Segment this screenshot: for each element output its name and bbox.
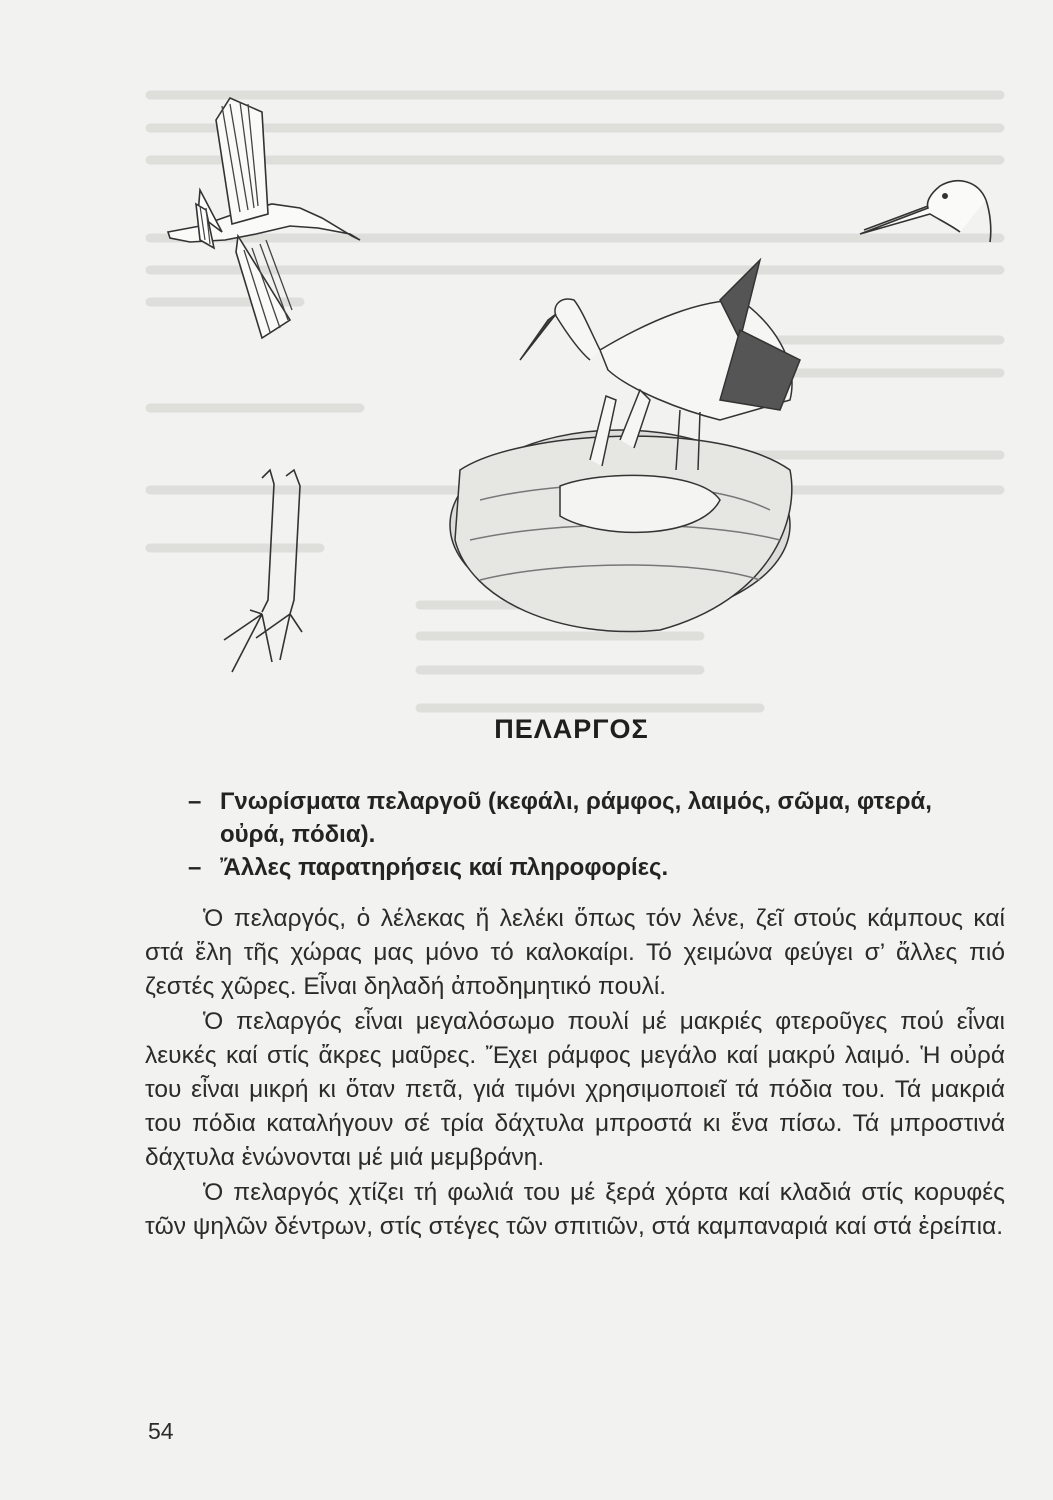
bullet-item (188, 785, 1000, 851)
paragraph: Ὁ πελαργός χτίζει τή φωλιά του μέ ξερά χόρτα καί κλαδιά στίς κορυφές τῶν ψηλῶν δέντρων, στίς στέγες τῶν σπιτιῶν, στά καμπαναριά καί στά ἐρείπια. (145, 1178, 1005, 1240)
bullet-dash: – (188, 788, 202, 815)
stork-legs-icon (224, 470, 302, 672)
bullet-item (188, 851, 1000, 884)
page-number: 54 (148, 1418, 174, 1444)
bullet-text: Ἄλλες παρατηρήσεις καί πληροφορίες. (220, 854, 669, 881)
stork-nest-icon (450, 260, 800, 632)
stork-head-icon (860, 181, 991, 242)
illustrations (0, 0, 1053, 720)
paragraph: Ὁ πελαργός εἶναι μεγαλόσωμο πουλί μέ μακριές φτεροῦγες πού εἶναι λευκές καί στίς ἄκρες μαῦρες. Ἔχει ράμφος μεγάλο καί μακρύ λαιμό. Ἡ οὐρά του εἶναι μικρή κι ὅταν πετᾶ, γιά τιμόνι χρησιμοποιεῖ τά πόδια του. Τά μακριά του πόδια καταλήγουν σέ τρία δάχτυλα μπροστά κι ἕνα πίσω. Τά μπροστινά δάχτυλα ἑνώνονται μέ μιά μεμβράνη. (145, 1007, 1005, 1172)
body-text (145, 902, 1005, 1244)
page-title: ΠΕΛΑΡΓΟΣ (494, 714, 649, 744)
bullet-text: Γνωρίσματα πελαργοῦ (κεφάλι, ράμφος, λαιμός, σῶμα, φτερά, οὐρά, πόδια). (220, 788, 932, 848)
bullet-dash: – (188, 854, 202, 881)
paragraph: Ὁ πελαργός, ὁ λέλεκας ἤ λελέκι ὅπως τόν λένε, ζεῖ στούς κάμπους καί στά ἕλη τῆς χώρας μας μόνο τό καλοκαίρι. Τό χειμώνα φεύγει σ’ ἄλλες πιό ζεστές χῶρες. Εἶναι δηλαδή ἀποδημητικό πουλί. (145, 905, 1005, 1001)
bullet-list (188, 785, 1000, 884)
